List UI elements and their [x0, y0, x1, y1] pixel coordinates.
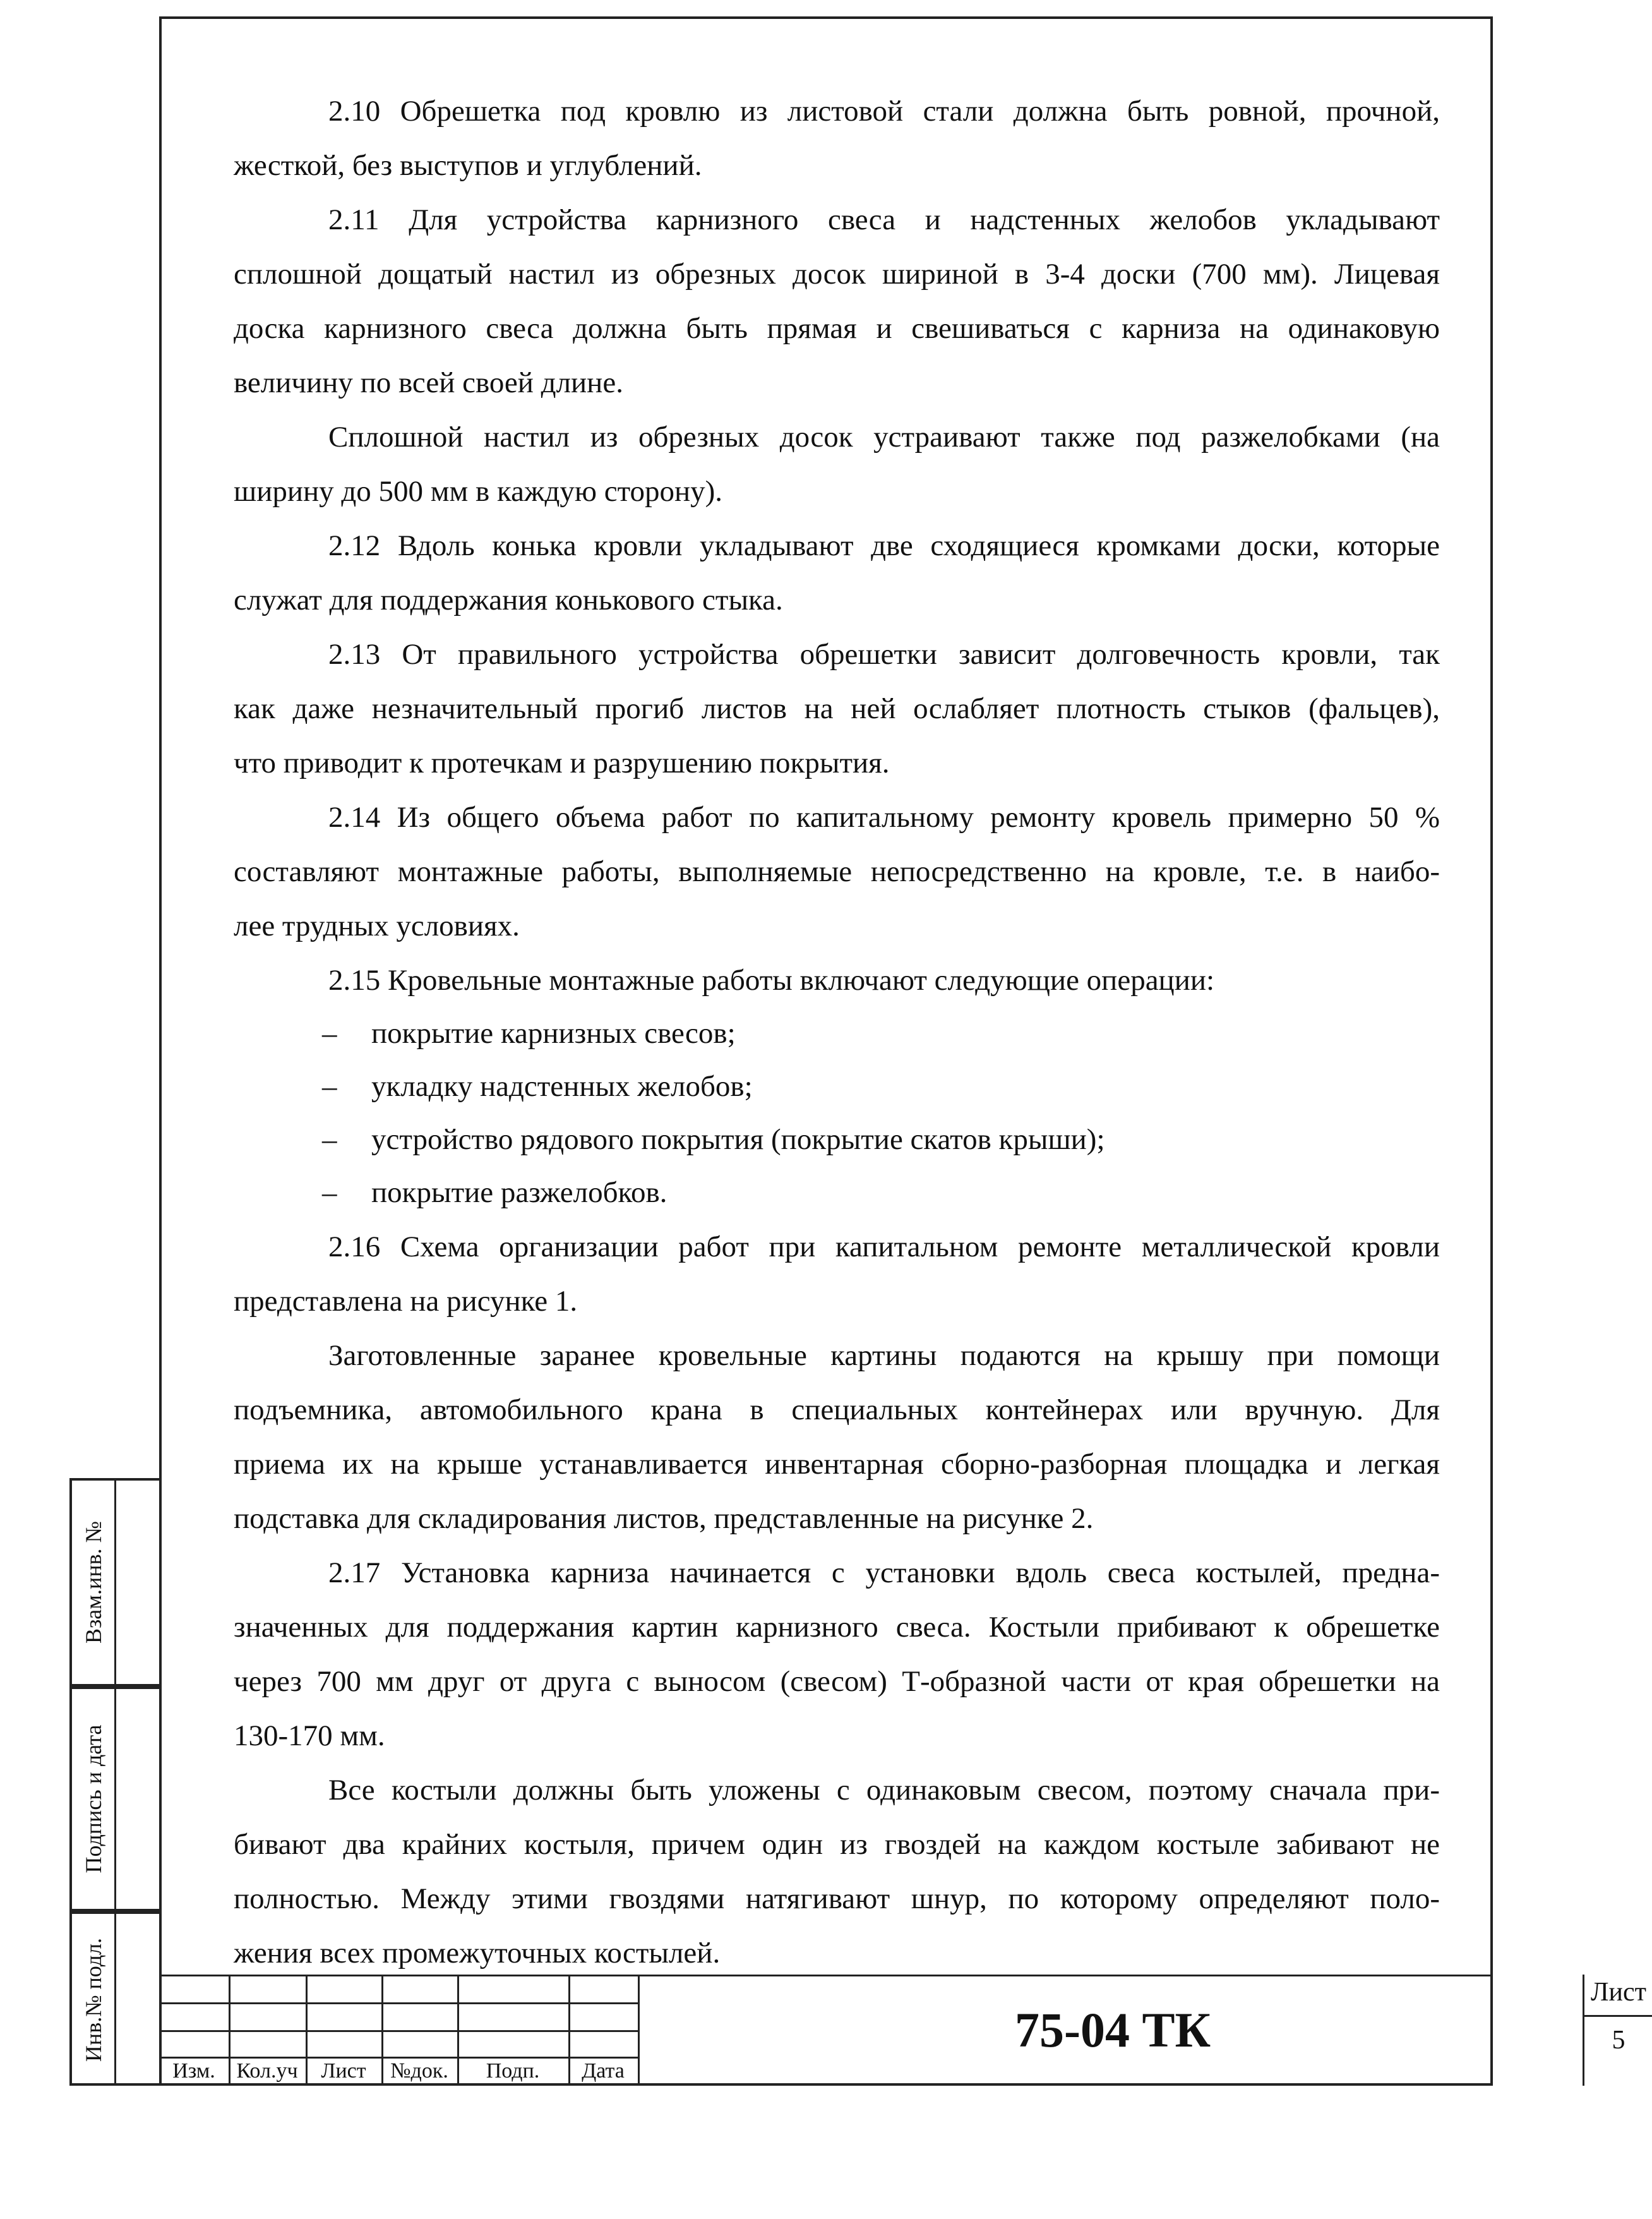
text-line: представлена на рисунке 1.: [234, 1285, 578, 1318]
stamp-label-cell: [72, 1689, 116, 1909]
col-podp: Подп.: [486, 2059, 540, 2083]
stamp-cell-interchange: [69, 1478, 162, 1687]
col-list: Лист: [321, 2059, 366, 2083]
sheet-cell-divider: [1583, 2015, 1652, 2017]
text-line: через 700 мм друг от друга с выносом (свесом) Т-образной части от края обрешетки на: [234, 1665, 1440, 1698]
grid-line: [159, 2030, 639, 2032]
text-line: доска карнизного свеса должна быть прямая и свешиваться с карниза на одинаковую: [234, 312, 1440, 345]
text-line: бивают два крайних костыля, причем один из гвоздей на каждом костыле забивают не: [234, 1828, 1440, 1861]
col-data: Дата: [582, 2059, 625, 2083]
text-line: Сплошной настил из обрезных досок устраивают также под разжелобками (на: [328, 421, 1440, 454]
stamp-label-cell: [72, 1481, 116, 1684]
sheet-number: 5: [1612, 2026, 1625, 2055]
list-item: устройство рядового покрытия (покрытие скатов крыши);: [371, 1123, 1105, 1156]
text-line: как даже незначительный прогиб листов на ней ослабляет плотность стыков (фальцев),: [234, 692, 1440, 725]
document-code: 75-04 ТК: [1014, 2002, 1211, 2057]
sheet-cell-border: [1583, 1975, 1584, 2086]
grid-line: [159, 2057, 639, 2059]
col-kol-uch: Кол.уч: [236, 2059, 298, 2083]
stamp-label-cell: [72, 1914, 116, 2086]
revision-grid: [159, 1975, 639, 2086]
text-line: значенных для поддержания картин карнизного свеса. Костыли прибивают к обрешетке: [234, 1611, 1440, 1644]
text-line: 130-170 мм.: [234, 1719, 385, 1752]
grid-line: [159, 2002, 639, 2004]
orig-inv-label: Инв.№ подл.: [80, 1937, 106, 2062]
title-block: [159, 1975, 1646, 2086]
list-item: покрытие разжелобков.: [371, 1176, 667, 1209]
text-line: жесткой, без выступов и углублений.: [234, 149, 702, 182]
text-line: 2.16 Схема организации работ при капитальном ремонте металлической кровли: [328, 1230, 1440, 1263]
text-line: составляют монтажные работы, выполняемые непосредственно на кровле, т.е. в наибо-: [234, 855, 1440, 888]
stamp-cell-original: [69, 1911, 162, 2086]
text-line: подставка для складирования листов, представленные на рисунке 2.: [234, 1502, 1094, 1535]
text-line: величину по всей своей длине.: [234, 366, 623, 399]
col-ndok: №док.: [390, 2059, 448, 2083]
stamp-cell-signature: [69, 1687, 162, 1911]
text-line: лее трудных условиях.: [234, 910, 520, 942]
text-line: 2.10 Обрешетка под кровлю из листовой стали должна быть ровной, прочной,: [328, 95, 1440, 128]
signature-date-label: Подпись и дата: [80, 1724, 106, 1873]
text-line: 2.14 Из общего объема работ по капитальному ремонту кровель примерно 50 %: [328, 801, 1440, 834]
text-line: служат для поддержания конькового стыка.: [234, 584, 783, 616]
text-line: 2.12 Вдоль конька кровли укладывают две сходящиеся кромками доски, которые: [328, 529, 1440, 562]
text-line: Заготовленные заранее кровельные картины подаются на крышу при помощи: [328, 1339, 1440, 1372]
text-line: приема их на крыше устанавливается инвентарная сборно-разборная площадка и легкая: [234, 1448, 1440, 1481]
text-line: что приводит к протечкам и разрушению покрытия.: [234, 747, 890, 779]
text-line: 2.11 Для устройства карнизного свеса и надстенных желобов укладывают: [328, 203, 1440, 236]
col-izm: Изм.: [172, 2059, 215, 2083]
text-line: 2.17 Установка карниза начинается с установки вдоль свеса костылей, предна-: [328, 1556, 1440, 1589]
bullet-dash: –: [322, 1176, 337, 1209]
list-item: укладку надстенных желобов;: [371, 1070, 753, 1103]
sheet-label: Лист: [1591, 1978, 1646, 2007]
text-line: ширину до 500 мм в каждую сторону).: [234, 475, 723, 508]
text-line: 2.15 Кровельные монтажные работы включают следующие операции:: [328, 964, 1215, 997]
text-line: сплошной дощатый настил из обрезных досок шириной в 3-4 доски (700 мм). Лицевая: [234, 258, 1440, 291]
text-line: Все костыли должны быть уложены с одинаковым свесом, поэтому сначала при-: [328, 1774, 1440, 1807]
interchange-label: Взам.инв. №: [80, 1521, 106, 1644]
text-line: 2.13 От правильного устройства обрешетки зависит долговечность кровли, так: [328, 638, 1440, 671]
list-item: покрытие карнизных свесов;: [371, 1017, 736, 1050]
bullet-dash: –: [322, 1017, 337, 1050]
bullet-dash: –: [322, 1123, 337, 1156]
bullet-dash: –: [322, 1070, 337, 1103]
text-line: подъемника, автомобильного крана в специальных контейнерах или вручную. Для: [234, 1393, 1440, 1426]
side-stamp: [69, 1478, 162, 2086]
text-line: жения всех промежуточных костылей.: [234, 1937, 721, 1969]
text-line: полностью. Между этими гвоздями натягивают шнур, по которому определяют поло-: [234, 1882, 1440, 1915]
